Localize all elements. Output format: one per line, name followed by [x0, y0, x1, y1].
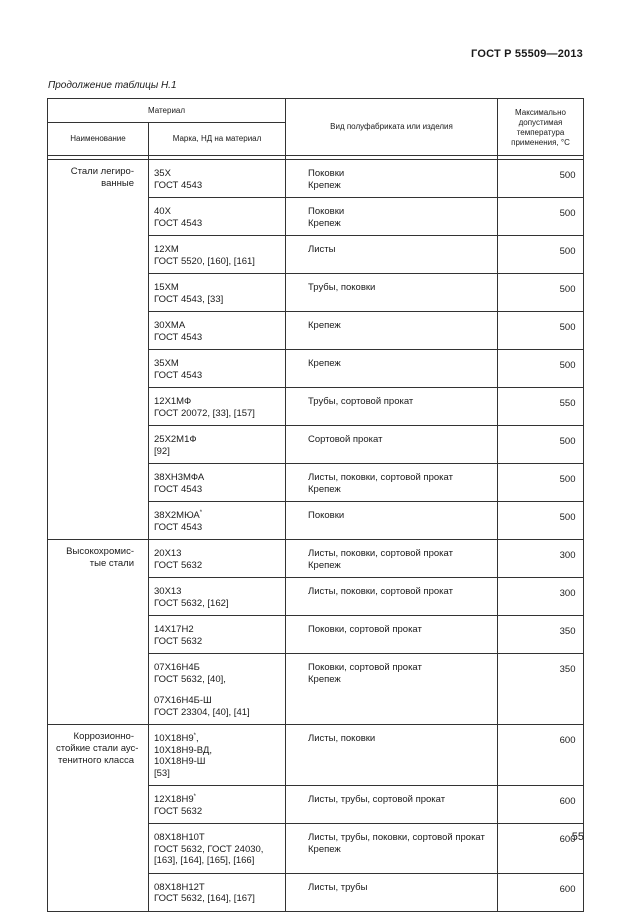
product-kind-cell — [286, 502, 498, 540]
product-kind-cell — [286, 464, 498, 502]
max-temp-value: 600 — [559, 883, 576, 895]
material-group-name — [48, 160, 149, 540]
header-name: Наименование — [48, 123, 149, 156]
grade-cell — [149, 654, 286, 725]
max-temp-cell — [498, 426, 584, 464]
max-temp-cell — [498, 540, 584, 578]
grade-line: 14Х17Н2 — [154, 624, 194, 635]
product-kind-line: Крепеж — [308, 358, 341, 369]
grade-line: 07Х16Н4Б-Ш — [154, 695, 212, 706]
grade-line: 20Х13 — [154, 548, 182, 559]
product-kind-cell — [286, 198, 498, 236]
product-kind-line: Поковки — [308, 510, 345, 521]
product-kind-line: Крепеж — [308, 843, 341, 855]
group-name-line: тенитного класса — [57, 755, 134, 766]
grade-cell — [149, 616, 286, 654]
group-name-line: Коррозионно- — [73, 731, 134, 742]
table-row — [48, 725, 584, 786]
max-temp-value: 350 — [559, 626, 576, 637]
grade-line: ГОСТ 5632 — [154, 635, 203, 647]
max-temp-value: 300 — [559, 550, 576, 561]
grade-cell — [149, 198, 286, 236]
grade-line: 08Х18Н12Т — [154, 881, 205, 893]
grade-line: ГОСТ 5632 — [154, 559, 203, 571]
grade-line: [53] — [154, 767, 170, 779]
max-temp-cell — [498, 198, 584, 236]
grade-cell — [149, 873, 286, 911]
max-temp-value: 600 — [559, 796, 576, 807]
grade-line: [163], [164], [165], [166] — [154, 855, 255, 866]
max-temp-value: 600 — [559, 735, 576, 746]
grade-line: ГОСТ 5632 — [154, 805, 203, 817]
footnote-mark: * — [199, 509, 203, 516]
product-kind-cell — [286, 160, 498, 198]
table-body — [48, 156, 584, 912]
grade-line: 35ХМ — [154, 358, 179, 369]
grade-line: [92] — [154, 445, 170, 457]
product-kind-cell — [286, 312, 498, 350]
grade-line: 10Х18Н9*, — [154, 732, 199, 744]
max-temp-value: 350 — [559, 664, 576, 675]
product-kind-cell — [286, 388, 498, 426]
grade-line: ГОСТ 4543 — [154, 179, 203, 191]
table-row — [48, 540, 584, 578]
grade-line: 40Х — [154, 206, 171, 217]
product-kind-cell — [286, 426, 498, 464]
grade-line: 30ХМА — [154, 320, 186, 331]
header-max-temp: Максимально допустимая температура применения, °С — [498, 99, 584, 156]
page-number: 55 — [571, 831, 584, 843]
product-kind-line: Листы, трубы, поковки, сортовой прокат — [308, 832, 485, 843]
product-kind-line: Трубы, сортовой прокат — [308, 396, 414, 407]
max-temp-value: 500 — [559, 208, 576, 219]
grade-line: ГОСТ 23304, [40], [41] — [154, 706, 250, 718]
group-name-line: Высокохромис- — [66, 546, 134, 557]
max-temp-cell — [498, 654, 584, 725]
header-material: Материал — [48, 99, 286, 123]
max-temp-cell — [498, 578, 584, 616]
product-kind-line: Поковки — [308, 206, 345, 217]
product-kind-cell — [286, 540, 498, 578]
product-kind-cell — [286, 824, 498, 874]
grade-cell — [149, 274, 286, 312]
product-kind-cell — [286, 236, 498, 274]
product-kind-line: Поковки, сортовой прокат — [308, 624, 422, 635]
grade-line: ГОСТ 4543 — [154, 369, 203, 381]
max-temp-cell — [498, 274, 584, 312]
product-kind-line: Крепеж — [308, 483, 341, 495]
footnote-mark: * — [193, 793, 196, 800]
table-caption: Продолжение таблицы Н.1 — [48, 80, 177, 91]
max-temp-cell — [498, 350, 584, 388]
product-kind-cell — [286, 274, 498, 312]
materials-table — [47, 98, 584, 912]
group-name-line: ванные — [101, 178, 134, 189]
grade-line: 12Х18Н9* — [154, 793, 196, 805]
grade-line: 08Х18Н10Т — [154, 832, 205, 843]
product-kind-line: Листы, поковки, сортовой прокат — [308, 548, 453, 559]
max-temp-cell — [498, 873, 584, 911]
max-temp-value: 300 — [559, 588, 576, 599]
grade-cell — [149, 236, 286, 274]
grade-line: ГОСТ 5632, [162] — [154, 597, 229, 609]
grade-cell — [149, 578, 286, 616]
product-kind-line: Поковки, сортовой прокат — [308, 662, 422, 673]
max-temp-value: 600 — [559, 834, 576, 845]
grade-line: ГОСТ 5632, [164], [167] — [154, 893, 255, 904]
grade-cell — [149, 502, 286, 540]
grade-line: ГОСТ 4543, [33] — [154, 293, 224, 305]
grade-line: ГОСТ 5632, [40], — [154, 673, 226, 685]
grade-line: 38Х2МЮА* — [154, 509, 203, 521]
footnote-mark: * — [193, 732, 196, 739]
grade-cell — [149, 725, 286, 786]
grade-line: ГОСТ 5520, [160], [161] — [154, 255, 255, 267]
grade-line: ГОСТ 4543 — [154, 331, 203, 343]
product-kind-cell — [286, 350, 498, 388]
product-kind-line: Листы, трубы — [308, 881, 368, 893]
grade-cell — [149, 464, 286, 502]
grade-cell — [149, 388, 286, 426]
max-temp-cell — [498, 388, 584, 426]
max-temp-value: 500 — [559, 284, 576, 295]
product-kind-cell — [286, 654, 498, 725]
grade-cell — [149, 824, 286, 874]
group-name-line: Стали легиро- — [70, 166, 134, 177]
max-temp-value: 500 — [559, 246, 576, 257]
product-kind-line: Поковки — [308, 168, 345, 179]
max-temp-cell — [498, 786, 584, 824]
grade-line: ГОСТ 20072, [33], [157] — [154, 407, 255, 419]
max-temp-cell — [498, 824, 584, 874]
grade-line: 12ХМ — [154, 244, 179, 255]
grade-line: ГОСТ 5632, ГОСТ 24030, — [154, 843, 264, 855]
max-temp-cell — [498, 502, 584, 540]
table-row — [48, 160, 584, 198]
product-kind-line: Листы, поковки, сортовой прокат — [308, 586, 453, 597]
grade-line: 35Х — [154, 168, 171, 179]
grade-line: 15ХМ — [154, 282, 179, 293]
max-temp-value: 500 — [559, 322, 576, 333]
max-temp-value: 500 — [559, 170, 576, 181]
standard-header: ГОСТ Р 55509—2013 — [471, 48, 583, 60]
grade-line: ГОСТ 4543 — [154, 217, 203, 229]
material-group-name — [48, 540, 149, 725]
grade-line: 12Х1МФ — [154, 396, 192, 407]
grade-cell — [149, 540, 286, 578]
grade-cell — [149, 160, 286, 198]
grade-cell — [149, 426, 286, 464]
max-temp-value: 500 — [559, 436, 576, 447]
product-kind-cell — [286, 786, 498, 824]
product-kind-cell — [286, 873, 498, 911]
group-name-line: стойкие стали аус- — [56, 743, 139, 754]
product-kind-line: Листы, поковки — [308, 733, 376, 744]
grade-line: 25Х2М1Ф — [154, 434, 197, 445]
grade-line: 38ХН3МФА — [154, 472, 205, 483]
grade-line: ГОСТ 4543 — [154, 521, 203, 533]
grade-cell — [149, 312, 286, 350]
group-name-line: тые стали — [89, 558, 134, 569]
max-temp-cell — [498, 616, 584, 654]
product-kind-line: Листы, трубы, сортовой прокат — [308, 794, 446, 805]
grade-line: 10Х18Н9-ВД, — [154, 744, 212, 756]
header-kind: Вид полуфабриката или изделия — [286, 99, 498, 156]
product-kind-cell — [286, 725, 498, 786]
product-kind-cell — [286, 616, 498, 654]
product-kind-line: Крепеж — [308, 673, 341, 685]
grade-line: 30Х13 — [154, 586, 182, 597]
product-kind-line: Листы, поковки, сортовой прокат — [308, 472, 453, 483]
grade-cell — [149, 350, 286, 388]
grade-line: 10Х18Н9-Ш — [154, 756, 206, 767]
product-kind-line: Крепеж — [308, 179, 341, 191]
product-kind-line: Сортовой прокат — [308, 434, 383, 445]
max-temp-cell — [498, 160, 584, 198]
max-temp-value: 500 — [559, 360, 576, 371]
max-temp-cell — [498, 236, 584, 274]
product-kind-line: Листы — [308, 244, 336, 255]
max-temp-value: 550 — [559, 398, 576, 409]
material-group-name — [48, 725, 149, 912]
max-temp-cell — [498, 725, 584, 786]
product-kind-line: Крепеж — [308, 217, 341, 229]
max-temp-cell — [498, 464, 584, 502]
product-kind-line: Крепеж — [308, 559, 341, 571]
grade-cell — [149, 786, 286, 824]
header-grade: Марка, НД на материал — [149, 123, 286, 156]
grade-line: 07Х16Н4Б — [154, 662, 200, 673]
max-temp-cell — [498, 312, 584, 350]
grade-line: ГОСТ 4543 — [154, 483, 203, 495]
product-kind-cell — [286, 578, 498, 616]
product-kind-line: Крепеж — [308, 320, 341, 331]
product-kind-line: Трубы, поковки — [308, 282, 376, 293]
max-temp-value: 500 — [559, 474, 576, 485]
max-temp-value: 500 — [559, 512, 576, 523]
